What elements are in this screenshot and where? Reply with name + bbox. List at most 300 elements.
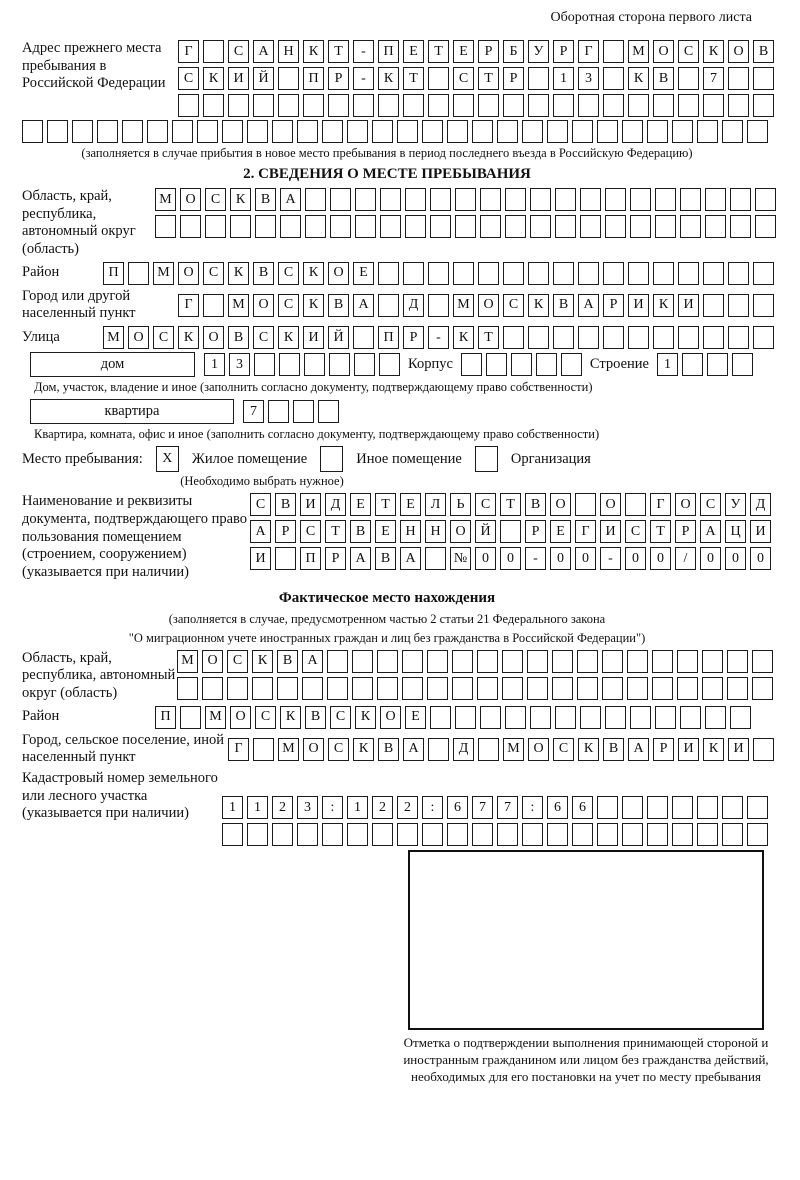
char-box[interactable]: - xyxy=(525,547,546,570)
char-box[interactable]: И xyxy=(228,67,249,90)
char-box[interactable]: В xyxy=(255,188,276,211)
char-box[interactable] xyxy=(527,650,548,673)
char-box[interactable]: П xyxy=(103,262,124,285)
char-box[interactable] xyxy=(672,796,693,819)
char-box[interactable]: С xyxy=(678,40,699,63)
char-box[interactable]: - xyxy=(600,547,621,570)
char-box[interactable]: С xyxy=(250,493,271,516)
char-box[interactable]: В xyxy=(525,493,546,516)
char-box[interactable] xyxy=(305,188,326,211)
char-box[interactable] xyxy=(505,188,526,211)
char-box[interactable] xyxy=(753,294,774,317)
char-box[interactable] xyxy=(528,94,549,117)
char-box[interactable] xyxy=(247,120,268,143)
char-box[interactable]: М xyxy=(153,262,174,285)
char-box[interactable]: М xyxy=(453,294,474,317)
char-box[interactable]: 1 xyxy=(553,67,574,90)
char-box[interactable] xyxy=(702,677,723,700)
char-box[interactable] xyxy=(477,650,498,673)
char-box[interactable] xyxy=(503,94,524,117)
char-box[interactable]: С xyxy=(153,326,174,349)
stay-type-checkbox-organization[interactable] xyxy=(475,446,498,472)
char-box[interactable] xyxy=(732,353,753,376)
char-box[interactable] xyxy=(330,215,351,238)
char-box[interactable] xyxy=(547,823,568,846)
char-box[interactable]: Й xyxy=(475,520,496,543)
char-box[interactable] xyxy=(128,262,149,285)
char-box[interactable]: 6 xyxy=(547,796,568,819)
char-box[interactable]: № xyxy=(450,547,471,570)
char-box[interactable]: С xyxy=(625,520,646,543)
char-box[interactable] xyxy=(697,120,718,143)
char-box[interactable]: Б xyxy=(503,40,524,63)
char-box[interactable]: 2 xyxy=(397,796,418,819)
char-box[interactable]: М xyxy=(228,294,249,317)
char-box[interactable] xyxy=(678,262,699,285)
char-box[interactable]: Г xyxy=(178,40,199,63)
char-box[interactable] xyxy=(728,94,749,117)
char-box[interactable] xyxy=(455,188,476,211)
char-box[interactable]: И xyxy=(678,294,699,317)
char-box[interactable] xyxy=(327,677,348,700)
char-box[interactable]: И xyxy=(678,738,699,761)
char-box[interactable] xyxy=(707,353,728,376)
char-box[interactable] xyxy=(603,94,624,117)
char-box[interactable]: О xyxy=(202,650,223,673)
char-box[interactable]: 2 xyxy=(372,796,393,819)
char-box[interactable] xyxy=(405,188,426,211)
char-box[interactable] xyxy=(397,823,418,846)
char-box[interactable] xyxy=(480,706,501,729)
char-box[interactable] xyxy=(252,677,273,700)
char-box[interactable] xyxy=(322,823,343,846)
char-box[interactable]: К xyxy=(228,262,249,285)
char-box[interactable]: В xyxy=(228,326,249,349)
char-box[interactable] xyxy=(180,215,201,238)
char-box[interactable]: С xyxy=(475,493,496,516)
char-box[interactable] xyxy=(678,326,699,349)
char-box[interactable] xyxy=(605,706,626,729)
char-box[interactable] xyxy=(380,215,401,238)
char-box[interactable]: Р xyxy=(478,40,499,63)
char-box[interactable] xyxy=(155,215,176,238)
char-box[interactable] xyxy=(622,120,643,143)
char-box[interactable] xyxy=(478,262,499,285)
char-box[interactable]: Г xyxy=(575,520,596,543)
char-box[interactable] xyxy=(530,706,551,729)
char-box[interactable] xyxy=(730,188,751,211)
char-box[interactable] xyxy=(597,823,618,846)
char-box[interactable]: Т xyxy=(325,520,346,543)
char-box[interactable]: 7 xyxy=(703,67,724,90)
char-box[interactable] xyxy=(480,215,501,238)
char-box[interactable] xyxy=(428,67,449,90)
char-box[interactable] xyxy=(627,677,648,700)
char-box[interactable] xyxy=(680,215,701,238)
char-box[interactable] xyxy=(304,353,325,376)
char-box[interactable] xyxy=(580,215,601,238)
char-box[interactable]: 0 xyxy=(475,547,496,570)
char-box[interactable]: М xyxy=(205,706,226,729)
char-box[interactable] xyxy=(572,823,593,846)
char-box[interactable] xyxy=(278,67,299,90)
char-box[interactable] xyxy=(628,326,649,349)
char-box[interactable] xyxy=(530,215,551,238)
char-box[interactable] xyxy=(378,294,399,317)
char-box[interactable] xyxy=(203,94,224,117)
char-box[interactable] xyxy=(455,215,476,238)
char-box[interactable] xyxy=(280,215,301,238)
char-box[interactable]: К xyxy=(578,738,599,761)
char-box[interactable]: С xyxy=(278,294,299,317)
char-box[interactable] xyxy=(505,706,526,729)
char-box[interactable]: В xyxy=(653,67,674,90)
char-box[interactable]: Й xyxy=(328,326,349,349)
char-box[interactable] xyxy=(353,94,374,117)
char-box[interactable] xyxy=(253,94,274,117)
char-box[interactable]: Г xyxy=(578,40,599,63)
char-box[interactable]: 2 xyxy=(272,796,293,819)
char-box[interactable] xyxy=(752,650,773,673)
char-box[interactable] xyxy=(755,215,776,238)
char-box[interactable] xyxy=(397,120,418,143)
char-box[interactable]: 0 xyxy=(575,547,596,570)
char-box[interactable] xyxy=(575,493,596,516)
char-box[interactable] xyxy=(628,94,649,117)
char-box[interactable]: П xyxy=(378,326,399,349)
char-box[interactable]: О xyxy=(178,262,199,285)
char-box[interactable] xyxy=(603,40,624,63)
char-box[interactable] xyxy=(505,215,526,238)
char-box[interactable] xyxy=(503,326,524,349)
char-box[interactable]: К xyxy=(278,326,299,349)
char-box[interactable] xyxy=(428,294,449,317)
char-box[interactable]: И xyxy=(303,326,324,349)
char-box[interactable]: : xyxy=(322,796,343,819)
char-box[interactable] xyxy=(378,94,399,117)
char-box[interactable] xyxy=(178,94,199,117)
char-box[interactable]: М xyxy=(503,738,524,761)
char-box[interactable]: К xyxy=(453,326,474,349)
char-box[interactable]: Н xyxy=(425,520,446,543)
char-box[interactable]: Е xyxy=(353,262,374,285)
char-box[interactable] xyxy=(405,215,426,238)
char-box[interactable] xyxy=(502,650,523,673)
char-box[interactable]: Й xyxy=(253,67,274,90)
char-box[interactable] xyxy=(486,353,507,376)
char-box[interactable] xyxy=(753,94,774,117)
char-box[interactable]: 0 xyxy=(550,547,571,570)
char-box[interactable]: К xyxy=(628,67,649,90)
char-box[interactable] xyxy=(377,677,398,700)
char-box[interactable] xyxy=(555,188,576,211)
char-box[interactable]: О xyxy=(675,493,696,516)
char-box[interactable] xyxy=(427,677,448,700)
char-box[interactable] xyxy=(703,262,724,285)
char-box[interactable] xyxy=(425,547,446,570)
char-box[interactable] xyxy=(254,353,275,376)
char-box[interactable]: Т xyxy=(478,67,499,90)
char-box[interactable]: Р xyxy=(503,67,524,90)
char-box[interactable] xyxy=(628,262,649,285)
char-box[interactable] xyxy=(553,326,574,349)
char-box[interactable] xyxy=(747,796,768,819)
char-box[interactable] xyxy=(277,677,298,700)
char-box[interactable]: К xyxy=(703,40,724,63)
char-box[interactable]: О xyxy=(380,706,401,729)
char-box[interactable]: О xyxy=(128,326,149,349)
char-box[interactable] xyxy=(422,120,443,143)
char-box[interactable] xyxy=(682,353,703,376)
char-box[interactable] xyxy=(430,215,451,238)
char-box[interactable]: Р xyxy=(603,294,624,317)
char-box[interactable]: Е xyxy=(453,40,474,63)
char-box[interactable]: Д xyxy=(453,738,474,761)
char-box[interactable]: К xyxy=(280,706,301,729)
char-box[interactable] xyxy=(497,120,518,143)
char-box[interactable] xyxy=(272,823,293,846)
char-box[interactable]: К xyxy=(252,650,273,673)
char-box[interactable] xyxy=(603,326,624,349)
char-box[interactable]: А xyxy=(253,40,274,63)
char-box[interactable]: А xyxy=(700,520,721,543)
char-box[interactable]: К xyxy=(303,294,324,317)
char-box[interactable]: Д xyxy=(403,294,424,317)
char-box[interactable] xyxy=(747,823,768,846)
char-box[interactable]: К xyxy=(178,326,199,349)
char-box[interactable]: К xyxy=(703,738,724,761)
char-box[interactable]: Е xyxy=(400,493,421,516)
char-box[interactable]: 7 xyxy=(243,400,264,423)
char-box[interactable]: П xyxy=(155,706,176,729)
char-box[interactable] xyxy=(702,650,723,673)
char-box[interactable] xyxy=(497,823,518,846)
char-box[interactable]: Д xyxy=(325,493,346,516)
char-box[interactable]: В xyxy=(553,294,574,317)
char-box[interactable] xyxy=(478,738,499,761)
char-box[interactable] xyxy=(655,215,676,238)
char-box[interactable] xyxy=(730,706,751,729)
char-box[interactable] xyxy=(580,706,601,729)
char-box[interactable]: 0 xyxy=(700,547,721,570)
char-box[interactable]: И xyxy=(750,520,771,543)
char-box[interactable]: - xyxy=(353,40,374,63)
char-box[interactable] xyxy=(622,823,643,846)
char-box[interactable]: 3 xyxy=(297,796,318,819)
char-box[interactable] xyxy=(678,67,699,90)
char-box[interactable] xyxy=(652,677,673,700)
char-box[interactable]: Е xyxy=(350,493,371,516)
char-box[interactable] xyxy=(577,677,598,700)
char-box[interactable]: М xyxy=(628,40,649,63)
char-box[interactable] xyxy=(72,120,93,143)
char-box[interactable]: П xyxy=(303,67,324,90)
char-box[interactable] xyxy=(500,520,521,543)
char-box[interactable] xyxy=(255,215,276,238)
char-box[interactable]: К xyxy=(378,67,399,90)
char-box[interactable] xyxy=(279,353,300,376)
char-box[interactable]: / xyxy=(675,547,696,570)
char-box[interactable] xyxy=(275,547,296,570)
char-box[interactable]: С xyxy=(203,262,224,285)
char-box[interactable] xyxy=(452,677,473,700)
char-box[interactable] xyxy=(353,326,374,349)
char-box[interactable] xyxy=(647,796,668,819)
char-box[interactable]: Т xyxy=(375,493,396,516)
char-box[interactable]: Е xyxy=(405,706,426,729)
char-box[interactable] xyxy=(647,823,668,846)
char-box[interactable] xyxy=(703,94,724,117)
char-box[interactable] xyxy=(447,120,468,143)
char-box[interactable] xyxy=(552,677,573,700)
char-box[interactable]: Т xyxy=(650,520,671,543)
char-box[interactable]: С xyxy=(278,262,299,285)
char-box[interactable]: О xyxy=(253,294,274,317)
char-box[interactable]: С xyxy=(255,706,276,729)
char-box[interactable] xyxy=(222,120,243,143)
char-box[interactable] xyxy=(428,262,449,285)
char-box[interactable]: В xyxy=(375,547,396,570)
char-box[interactable]: О xyxy=(550,493,571,516)
char-box[interactable]: С xyxy=(205,188,226,211)
char-box[interactable] xyxy=(536,353,557,376)
char-box[interactable] xyxy=(452,650,473,673)
stay-type-checkbox-residential[interactable]: X xyxy=(156,446,179,472)
char-box[interactable]: Т xyxy=(428,40,449,63)
char-box[interactable]: В xyxy=(328,294,349,317)
char-box[interactable] xyxy=(403,94,424,117)
char-box[interactable] xyxy=(597,796,618,819)
char-box[interactable]: К xyxy=(303,40,324,63)
char-box[interactable]: О xyxy=(230,706,251,729)
char-box[interactable] xyxy=(47,120,68,143)
char-box[interactable]: К xyxy=(230,188,251,211)
char-box[interactable] xyxy=(503,262,524,285)
char-box[interactable] xyxy=(354,353,375,376)
char-box[interactable] xyxy=(647,120,668,143)
char-box[interactable] xyxy=(528,262,549,285)
char-box[interactable] xyxy=(477,677,498,700)
char-box[interactable] xyxy=(203,294,224,317)
char-box[interactable] xyxy=(278,94,299,117)
char-box[interactable] xyxy=(528,326,549,349)
char-box[interactable] xyxy=(305,215,326,238)
char-box[interactable]: Л xyxy=(425,493,446,516)
char-box[interactable] xyxy=(728,326,749,349)
char-box[interactable]: А xyxy=(353,294,374,317)
char-box[interactable] xyxy=(722,823,743,846)
char-box[interactable] xyxy=(627,650,648,673)
char-box[interactable]: 3 xyxy=(578,67,599,90)
char-box[interactable] xyxy=(522,120,543,143)
char-box[interactable] xyxy=(428,738,449,761)
char-box[interactable]: 0 xyxy=(500,547,521,570)
char-box[interactable] xyxy=(461,353,482,376)
char-box[interactable]: С xyxy=(330,706,351,729)
char-box[interactable]: Р xyxy=(275,520,296,543)
char-box[interactable] xyxy=(230,215,251,238)
char-box[interactable]: И xyxy=(628,294,649,317)
char-box[interactable] xyxy=(555,706,576,729)
char-box[interactable]: 0 xyxy=(650,547,671,570)
char-box[interactable] xyxy=(522,823,543,846)
char-box[interactable]: О xyxy=(478,294,499,317)
char-box[interactable] xyxy=(402,677,423,700)
char-box[interactable]: К xyxy=(653,294,674,317)
char-box[interactable] xyxy=(455,706,476,729)
char-box[interactable] xyxy=(352,677,373,700)
char-box[interactable]: Р xyxy=(653,738,674,761)
char-box[interactable] xyxy=(622,796,643,819)
char-box[interactable] xyxy=(703,326,724,349)
char-box[interactable] xyxy=(327,650,348,673)
char-box[interactable] xyxy=(630,706,651,729)
char-box[interactable]: У xyxy=(528,40,549,63)
char-box[interactable] xyxy=(578,326,599,349)
char-box[interactable]: - xyxy=(353,67,374,90)
char-box[interactable] xyxy=(402,650,423,673)
char-box[interactable] xyxy=(727,677,748,700)
char-box[interactable] xyxy=(728,294,749,317)
char-box[interactable] xyxy=(655,706,676,729)
char-box[interactable]: : xyxy=(522,796,543,819)
char-box[interactable] xyxy=(680,706,701,729)
char-box[interactable] xyxy=(427,650,448,673)
char-box[interactable]: - xyxy=(428,326,449,349)
char-box[interactable]: К xyxy=(355,706,376,729)
char-box[interactable] xyxy=(572,120,593,143)
char-box[interactable]: 6 xyxy=(572,796,593,819)
char-box[interactable] xyxy=(205,215,226,238)
char-box[interactable] xyxy=(202,677,223,700)
char-box[interactable]: 0 xyxy=(625,547,646,570)
char-box[interactable]: 7 xyxy=(497,796,518,819)
char-box[interactable] xyxy=(653,262,674,285)
char-box[interactable] xyxy=(502,677,523,700)
char-box[interactable] xyxy=(222,823,243,846)
char-box[interactable] xyxy=(705,188,726,211)
char-box[interactable]: У xyxy=(725,493,746,516)
char-box[interactable]: С xyxy=(328,738,349,761)
char-box[interactable] xyxy=(177,677,198,700)
char-box[interactable] xyxy=(753,67,774,90)
char-box[interactable] xyxy=(578,262,599,285)
char-box[interactable] xyxy=(578,94,599,117)
char-box[interactable]: С xyxy=(300,520,321,543)
char-box[interactable] xyxy=(603,67,624,90)
char-box[interactable]: Е xyxy=(550,520,571,543)
char-box[interactable] xyxy=(561,353,582,376)
char-box[interactable] xyxy=(172,120,193,143)
char-box[interactable] xyxy=(553,262,574,285)
char-box[interactable]: 1 xyxy=(247,796,268,819)
char-box[interactable]: Д xyxy=(750,493,771,516)
char-box[interactable] xyxy=(253,738,274,761)
char-box[interactable]: С xyxy=(253,326,274,349)
char-box[interactable]: И xyxy=(300,493,321,516)
char-box[interactable]: 0 xyxy=(725,547,746,570)
char-box[interactable]: Г xyxy=(228,738,249,761)
char-box[interactable]: В xyxy=(253,262,274,285)
char-box[interactable] xyxy=(403,262,424,285)
char-box[interactable]: А xyxy=(628,738,649,761)
char-box[interactable] xyxy=(422,823,443,846)
char-box[interactable]: Н xyxy=(400,520,421,543)
char-box[interactable]: Р xyxy=(328,67,349,90)
char-box[interactable] xyxy=(302,677,323,700)
char-box[interactable] xyxy=(355,188,376,211)
char-box[interactable]: П xyxy=(300,547,321,570)
